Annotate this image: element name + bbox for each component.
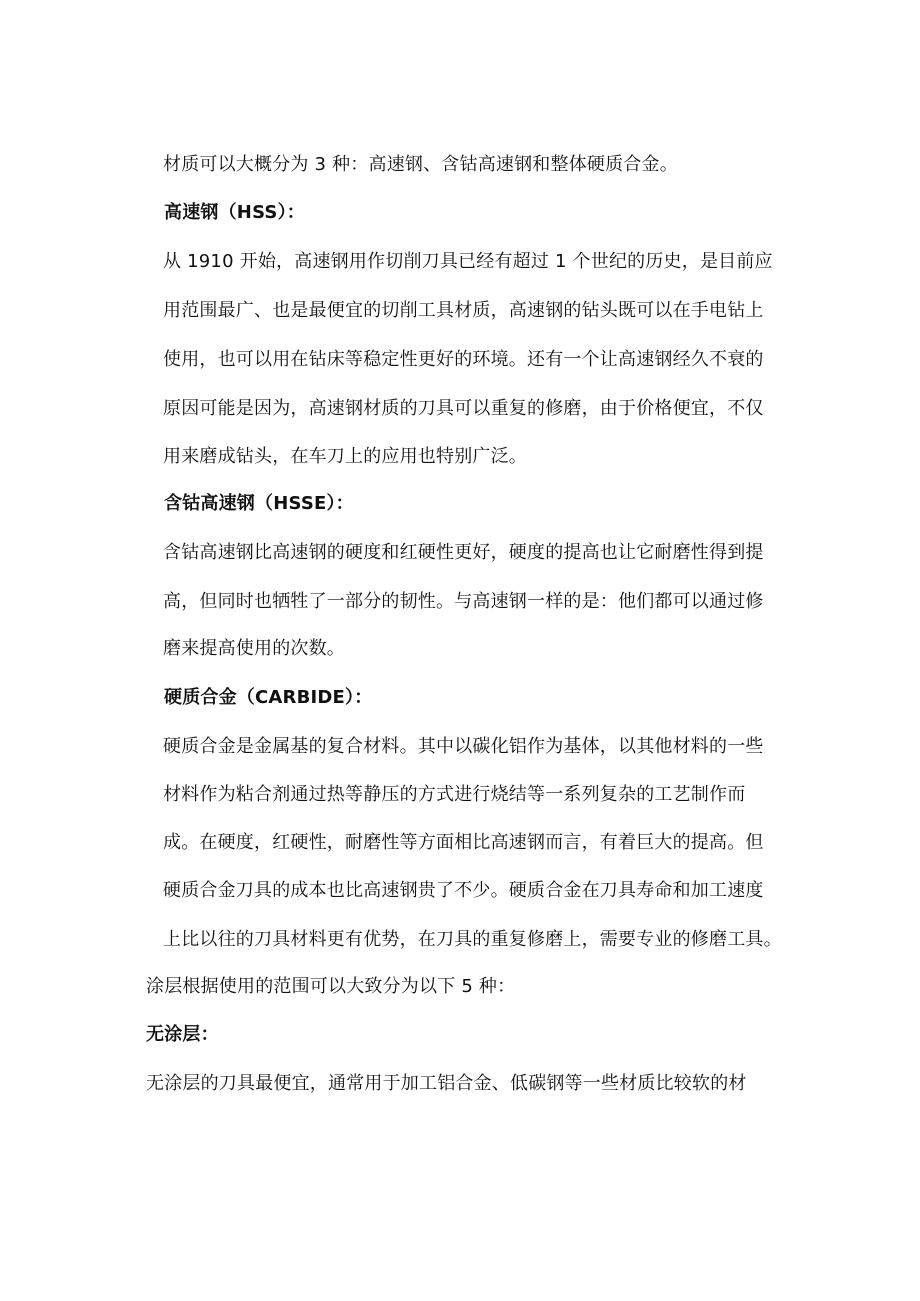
hsse-line: 磨来提高使用的次数。 — [163, 638, 345, 659]
carbide-line: 硬质合金刀具的成本也比高速钢贵了不少。硬质合金在刀具寿命和加工速度 — [163, 880, 764, 901]
hsse-line: 含钴高速钢比高速钢的硬度和红硬性更好，硬度的提高也让它耐磨性得到提 — [163, 542, 764, 563]
hsse-heading: 含钴高速钢（HSSE）： — [164, 493, 354, 514]
carbide-line: 成。在硬度，红硬性，耐磨性等方面相比高速钢而言，有着巨大的提高。但 — [163, 832, 764, 853]
hss-line: 从 1910 开始，高速钢用作切削刀具已经有超过 1 个世纪的历史，是目前应 — [163, 251, 773, 272]
hss-line: 原因可能是因为，高速钢材质的刀具可以重复的修磨，由于价格便宜，不仅 — [163, 398, 764, 419]
hss-heading: 高速钢（HSS）： — [164, 202, 305, 223]
hsse-line: 高，但同时也牺牲了一部分的韧性。与高速钢一样的是：他们都可以通过修 — [163, 591, 764, 612]
carbide-heading: 硬质合金（CARBIDE）： — [164, 687, 373, 708]
hss-line: 用来磨成钻头，在车刀上的应用也特别广泛。 — [163, 446, 527, 467]
carbide-line: 材料作为粘合剂通过热等静压的方式进行烧结等一系列复杂的工艺制作而 — [163, 784, 746, 805]
uncoated-heading: 无涂层： — [146, 1024, 219, 1045]
hss-line: 用范围最广、也是最便宜的切削工具材质，高速钢的钻头既可以在手电钻上 — [163, 300, 764, 321]
coating-intro: 涂层根据使用的范围可以大致分为以下 5 种： — [146, 976, 516, 997]
carbide-line: 上比以往的刀具材料更有优势，在刀具的重复修磨上，需要专业的修磨工具。 — [163, 929, 782, 950]
hss-line: 使用，也可以用在钻床等稳定性更好的环境。还有一个让高速钢经久不衰的 — [163, 349, 764, 370]
intro-paragraph: 材质可以大概分为 3 种：高速钢、含钴高速钢和整体硬质合金。 — [163, 154, 678, 175]
carbide-line: 硬质合金是金属基的复合材料。其中以碳化铝作为基体，以其他材料的一些 — [163, 736, 764, 757]
uncoated-line: 无涂层的刀具最便宜，通常用于加工铝合金、低碳钢等一些材质比较软的材 — [146, 1073, 747, 1094]
